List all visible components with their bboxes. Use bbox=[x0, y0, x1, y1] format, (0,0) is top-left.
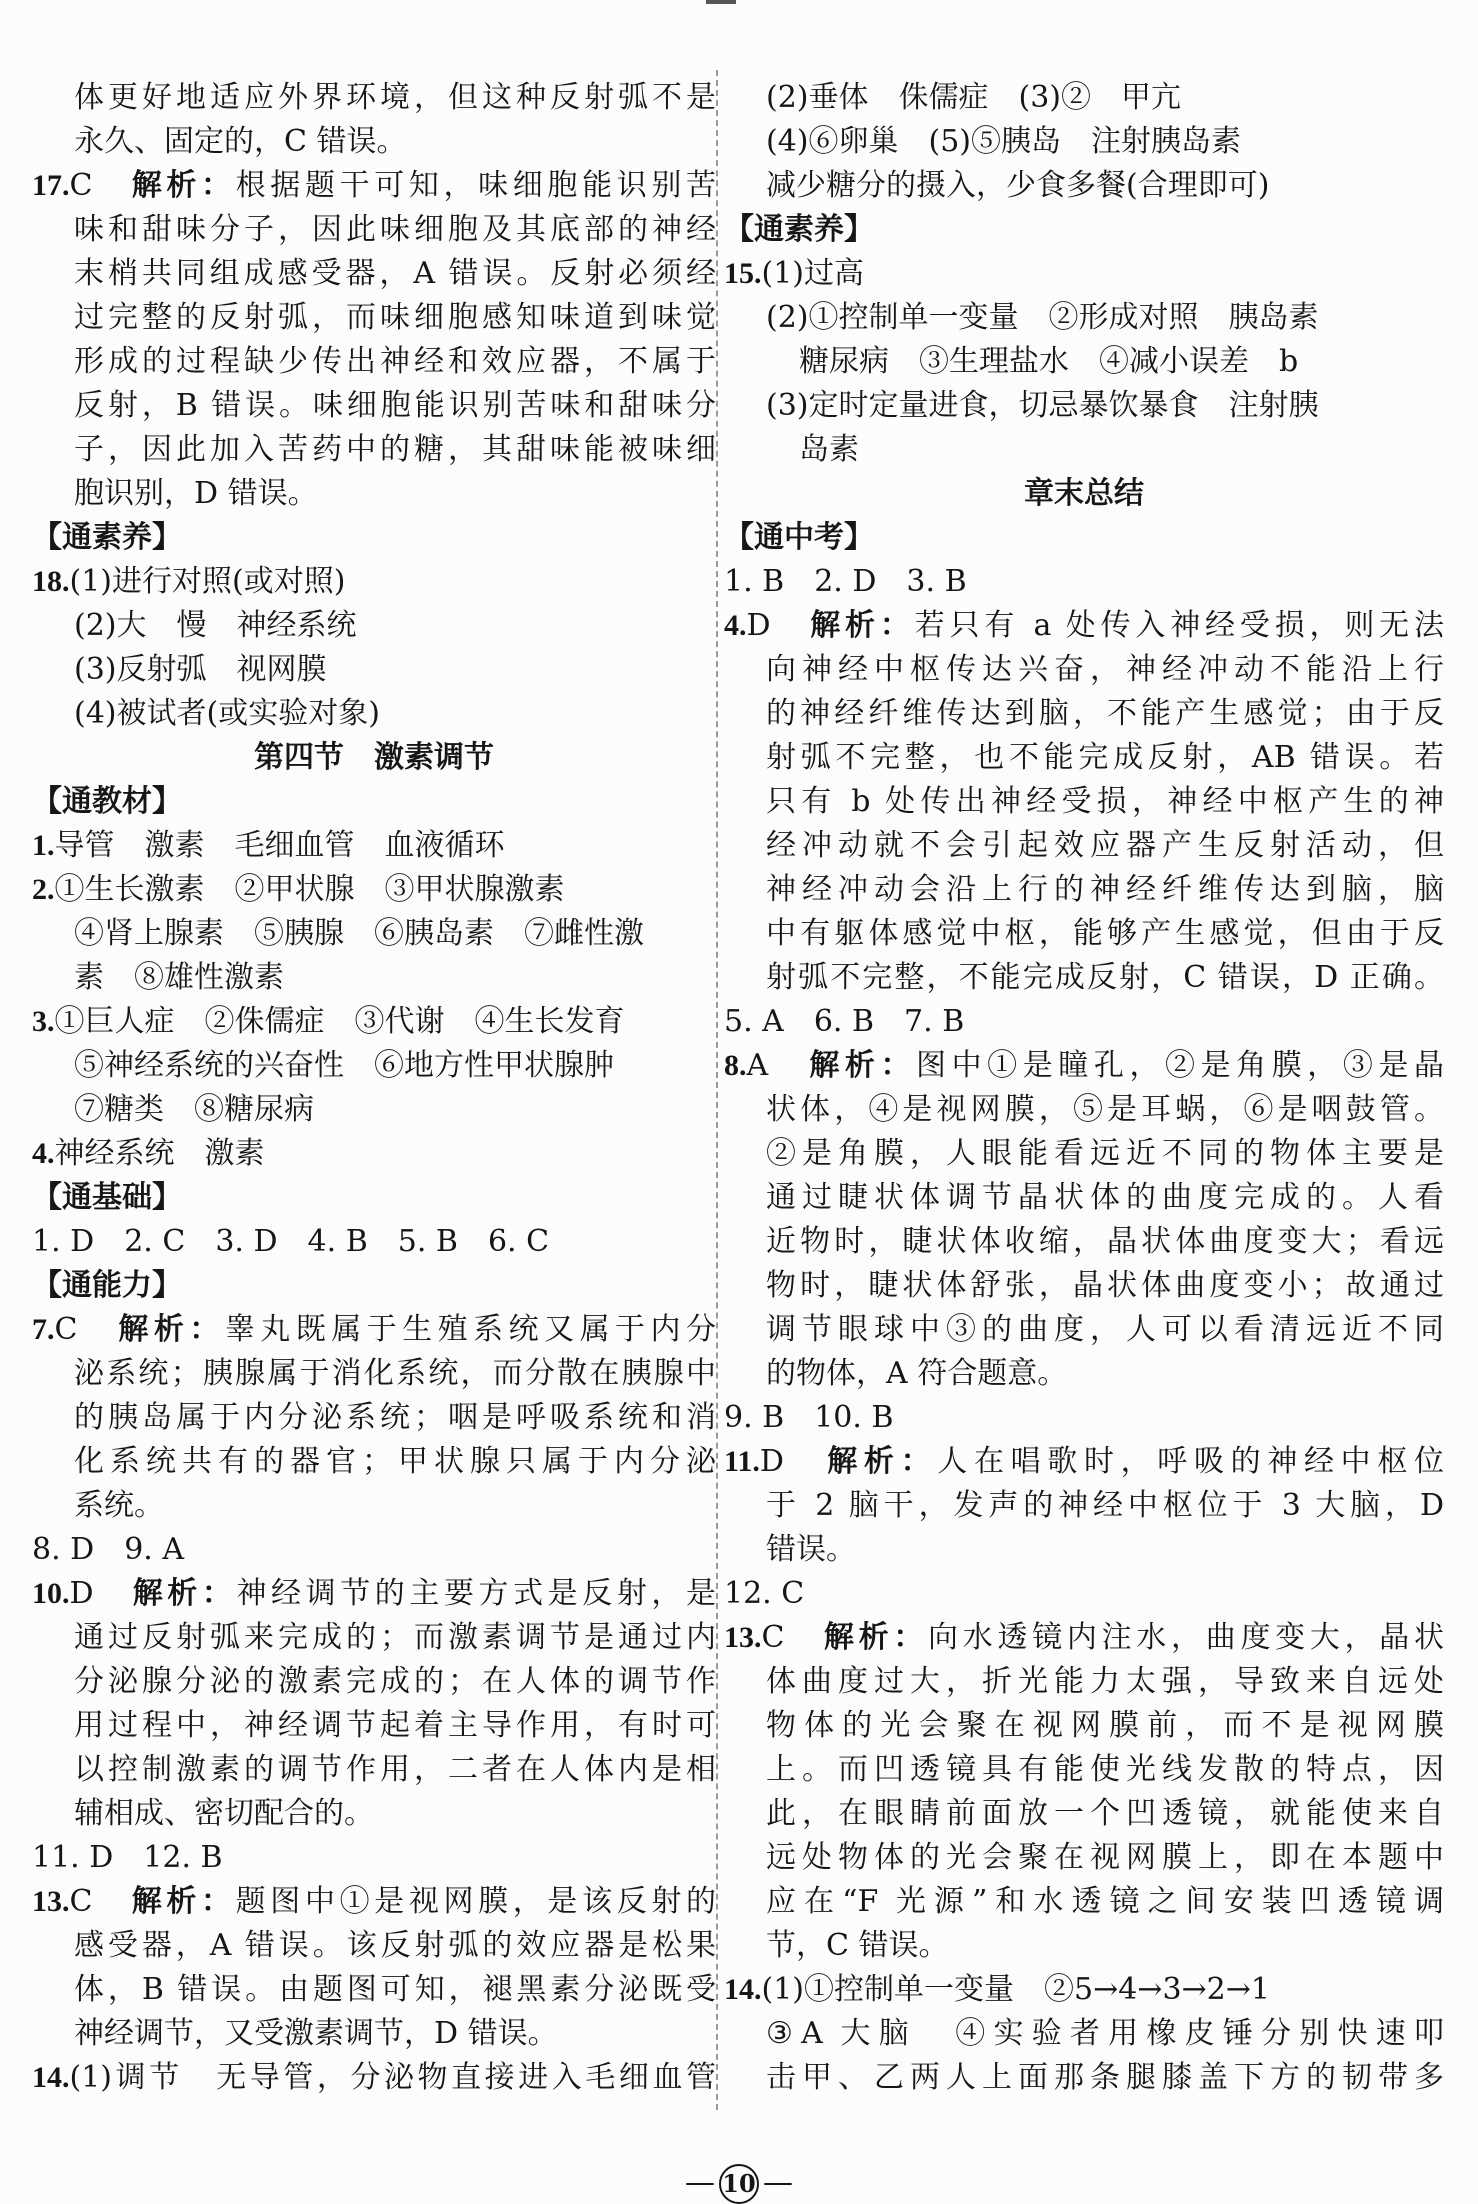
text-line: 体曲度过大，折光能力太强，导致来自远处 bbox=[766, 1664, 1444, 1699]
analysis-label: 解析： bbox=[823, 1620, 929, 1655]
section-header: 【通素养】 bbox=[724, 212, 874, 247]
analysis-text: 向水透镜内注水，曲度变大，晶状 bbox=[928, 1620, 1445, 1655]
text-line: 只有 b 处传出神经受损，神经中枢产生的神 bbox=[766, 784, 1444, 819]
text-line: 的物体，A 符合题意。 bbox=[766, 1356, 1068, 1391]
analysis-text: 睾丸既属于生殖系统又属于内分 bbox=[224, 1312, 716, 1347]
text-line: 应在“F 光源”和水透镜之间安装凹透镜调 bbox=[766, 1884, 1444, 1919]
analysis-text: 人在唱歌时，呼吸的神经中枢位 bbox=[937, 1444, 1445, 1479]
question-number: 14. bbox=[32, 2061, 70, 2094]
text-line: (2)①控制单一变量 ②形成对照 胰岛素 bbox=[766, 300, 1319, 335]
text-line: 泌系统；胰腺属于消化系统，而分散在胰腺中 bbox=[74, 1356, 716, 1391]
question-number: 10. bbox=[32, 1577, 70, 1610]
text-line: 辅相成、密切配合的。 bbox=[74, 1796, 374, 1831]
question-number: 1. bbox=[32, 829, 55, 862]
answer-text: (1)过高 bbox=[761, 256, 864, 291]
analysis-text: 根据题干可知，味细胞能识别苦 bbox=[235, 168, 716, 203]
text-line: (3)定时定量进食，切忌暴饮暴食 注射胰 bbox=[766, 388, 1319, 423]
text-line: 12. C bbox=[724, 1576, 805, 1611]
text-line: 调节眼球中③的曲度，人可以看清远近不同 bbox=[766, 1312, 1444, 1347]
text-line: 末梢共同组成感受器，A 错误。反射必须经 bbox=[74, 256, 716, 291]
text-line: 味和甜味分子，因此味细胞及其底部的神经 bbox=[74, 212, 716, 247]
answer-item bbox=[32, 164, 716, 208]
text-line: (4)被试者(或实验对象) bbox=[74, 696, 380, 731]
text-line: (4)⑥卵巢 (5)⑤胰岛 注射胰岛素 bbox=[766, 124, 1241, 159]
text-line: 1. D 2. C 3. D 4. B 5. B 6. C bbox=[32, 1224, 550, 1259]
text-line: 岛素 bbox=[799, 432, 859, 467]
analysis-text: 若只有 a 处传入神经受损，则无法 bbox=[914, 608, 1444, 643]
text-line: 8. D 9. A bbox=[32, 1532, 185, 1567]
text-line: ⑤神经系统的兴奋性 ⑥地方性甲状腺肿 bbox=[74, 1048, 614, 1083]
answer-item bbox=[32, 868, 716, 912]
analysis-label: 解析： bbox=[132, 1576, 237, 1611]
answer-item bbox=[32, 1000, 716, 1044]
answer-item bbox=[724, 1616, 1444, 1660]
text-line: ⑦糖类 ⑧糖尿病 bbox=[74, 1092, 314, 1127]
analysis-label: 解析： bbox=[810, 608, 915, 643]
analysis-label: 解析： bbox=[131, 168, 236, 203]
text-line: 以控制激素的调节作用，二者在人体内是相 bbox=[74, 1752, 716, 1787]
analysis-text: 题图中①是视网膜，是该反射的 bbox=[235, 1884, 716, 1919]
page-number: — 10 — bbox=[0, 2164, 1478, 2204]
text-line: 于 2 脑干，发声的神经中枢位于 3 大脑，D bbox=[766, 1488, 1444, 1523]
section-title: 第四节 激素调节 bbox=[254, 740, 494, 775]
text-line: 反射，B 错误。味细胞能识别苦味和甜味分 bbox=[74, 388, 716, 423]
question-number: 4. bbox=[724, 609, 747, 642]
text-line: 9. B 10. B bbox=[724, 1400, 894, 1435]
text-line: 射弧不完整，也不能完成反射，AB 错误。若 bbox=[766, 740, 1444, 775]
answer-text: A bbox=[746, 1048, 810, 1083]
section-header: 【通中考】 bbox=[724, 520, 874, 555]
text-line: 击甲、乙两人上面那条腿膝盖下方的韧带多 bbox=[766, 2060, 1444, 2095]
text-line: 的神经纤维传达到脑，不能产生感觉；由于反 bbox=[766, 696, 1444, 731]
text-line: 化系统共有的器官；甲状腺只属于内分泌 bbox=[74, 1444, 716, 1479]
text-line: 体更好地适应外界环境，但这种反射弧不是 bbox=[74, 80, 716, 115]
text-line: 1. B 2. D 3. B bbox=[724, 564, 967, 599]
text-line: 上。而凹透镜具有能使光线发散的特点，因 bbox=[766, 1752, 1444, 1787]
text-line: 物时，睫状体舒张，晶状体曲度变小；故通过 bbox=[766, 1268, 1444, 1303]
text-line: 远处物体的光会聚在视网膜上，即在本题中 bbox=[766, 1840, 1444, 1875]
answer-item bbox=[724, 604, 1444, 648]
answer-text: C bbox=[69, 1884, 132, 1919]
text-line: 神经调节，又受激素调节，D 错误。 bbox=[74, 2016, 558, 2051]
answer-item bbox=[724, 1968, 1444, 2012]
text-line: 胞识别，D 错误。 bbox=[74, 476, 318, 511]
section-title: 章末总结 bbox=[1024, 476, 1144, 511]
text-line: 形成的过程缺少传出神经和效应器，不属于 bbox=[74, 344, 716, 379]
question-number: 11. bbox=[724, 1445, 760, 1478]
text-line: 减少糖分的摄入，少食多餐(合理即可) bbox=[766, 168, 1270, 203]
text-line: 感受器，A 错误。该反射弧的效应器是松果 bbox=[74, 1928, 716, 1963]
answer-item bbox=[32, 1880, 716, 1924]
answer-item bbox=[724, 1044, 1444, 1088]
text-line: 物体的光会聚在视网膜前，而不是视网膜 bbox=[766, 1708, 1444, 1743]
answer-text: ①生长激素 ②甲状腺 ③甲状腺激素 bbox=[54, 872, 565, 907]
answer-text: C bbox=[761, 1620, 824, 1655]
answer-text: C bbox=[54, 1312, 119, 1347]
question-number: 14. bbox=[724, 1973, 762, 2006]
answer-text: D bbox=[759, 1444, 828, 1479]
question-number: 4. bbox=[32, 1137, 55, 1170]
page-number-circle: 10 bbox=[719, 2164, 759, 2204]
text-line: 子，因此加入苦药中的糖，其甜味能被味细 bbox=[74, 432, 716, 467]
answer-item bbox=[724, 1440, 1444, 1484]
text-line: 通过反射弧来完成的；而激素调节是通过内 bbox=[74, 1620, 716, 1655]
question-number: 7. bbox=[32, 1313, 55, 1346]
text-line: 错误。 bbox=[766, 1532, 856, 1567]
text-line: (3)反射弧 视网膜 bbox=[74, 652, 327, 687]
question-number: 8. bbox=[724, 1049, 747, 1082]
analysis-label: 解析： bbox=[827, 1444, 938, 1479]
answer-item bbox=[32, 1308, 716, 1352]
text-line: 射弧不完整，不能完成反射，C 错误，D 正确。 bbox=[766, 960, 1444, 995]
text-line: 11. D 12. B bbox=[32, 1840, 223, 1875]
column-divider bbox=[716, 70, 718, 2110]
answer-item bbox=[32, 1572, 716, 1616]
answer-text: (1)进行对照(或对照) bbox=[69, 564, 346, 599]
question-number: 2. bbox=[32, 873, 55, 906]
question-number: 13. bbox=[724, 1621, 762, 1654]
answer-text: D bbox=[69, 1576, 133, 1611]
text-line: 经冲动就不会引起效应器产生反射活动，但 bbox=[766, 828, 1444, 863]
answer-item bbox=[724, 252, 1444, 296]
text-line: ③A 大脑 ④实验者用橡皮锤分别快速叩 bbox=[766, 2016, 1444, 2051]
answer-text: ①巨人症 ②侏儒症 ③代谢 ④生长发育 bbox=[54, 1004, 625, 1039]
answer-item bbox=[32, 2056, 716, 2100]
answer-text: C bbox=[69, 168, 132, 203]
answer-text: 神经系统 激素 bbox=[54, 1136, 265, 1171]
analysis-label: 解析： bbox=[131, 1884, 236, 1919]
text-line: 的胰岛属于内分泌系统；咽是呼吸系统和消 bbox=[74, 1400, 716, 1435]
answer-text: 导管 激素 毛细血管 血液循环 bbox=[54, 828, 505, 863]
text-line: 5. A 6. B 7. B bbox=[724, 1004, 965, 1039]
analysis-text: 图中①是瞳孔，②是角膜，③是晶 bbox=[916, 1048, 1445, 1083]
text-line: 过完整的反射弧，而味细胞感知味道到味觉 bbox=[74, 300, 716, 335]
text-line: 通过睫状体调节晶状体的曲度完成的。人看 bbox=[766, 1180, 1444, 1215]
text-line: 状体，④是视网膜，⑤是耳蜗，⑥是咽鼓管。 bbox=[766, 1092, 1444, 1127]
text-line: 素 ⑧雄性激素 bbox=[74, 960, 284, 995]
text-line: 体，B 错误。由题图可知，褪黑素分泌既受 bbox=[74, 1972, 716, 2007]
text-line: 糖尿病 ③生理盐水 ④减小误差 b bbox=[799, 344, 1299, 379]
text-line: 此，在眼睛前面放一个凹透镜，就能使来自 bbox=[766, 1796, 1444, 1831]
section-header: 【通能力】 bbox=[32, 1268, 182, 1303]
answer-item bbox=[32, 824, 716, 868]
text-line: (2)大 慢 神经系统 bbox=[74, 608, 357, 643]
text-line: 节，C 错误。 bbox=[766, 1928, 949, 1963]
analysis-label: 解析： bbox=[118, 1312, 225, 1347]
analysis-text: 神经调节的主要方式是反射，是 bbox=[236, 1576, 717, 1611]
text-line: 近物时，睫状体收缩，晶状体曲度变大；看远 bbox=[766, 1224, 1444, 1259]
text-line: ②是角膜，人眼能看远近不同的物体主要是 bbox=[766, 1136, 1444, 1171]
answer-text: D bbox=[746, 608, 811, 643]
text-line: 永久、固定的，C 错误。 bbox=[74, 124, 407, 159]
text-line: 用过程中，神经调节起着主导作用，有时可 bbox=[74, 1708, 716, 1743]
text-line: 分泌腺分泌的激素完成的；在人体的调节作 bbox=[74, 1664, 716, 1699]
top-edge-mark bbox=[706, 0, 736, 4]
answer-text: (1)调节 无导管，分泌物直接进入毛细血管 bbox=[69, 2060, 716, 2095]
text-line: 向神经中枢传达兴奋，神经冲动不能沿上行 bbox=[766, 652, 1444, 687]
answer-item bbox=[32, 560, 716, 604]
answer-item bbox=[32, 1132, 716, 1176]
text-line: ④肾上腺素 ⑤胰腺 ⑥胰岛素 ⑦雌性激 bbox=[74, 916, 644, 951]
answer-text: (1)①控制单一变量 ②5→4→3→2→1 bbox=[761, 1972, 1270, 2007]
text-line: 中有躯体感觉中枢，能够产生感觉，但由于反 bbox=[766, 916, 1444, 951]
question-number: 15. bbox=[724, 257, 762, 290]
section-header: 【通基础】 bbox=[32, 1180, 182, 1215]
question-number: 17. bbox=[32, 169, 70, 202]
section-header: 【通教材】 bbox=[32, 784, 182, 819]
text-line: 神经冲动会沿上行的神经纤维传达到脑，脑 bbox=[766, 872, 1444, 907]
text-line: 系统。 bbox=[74, 1488, 164, 1523]
question-number: 3. bbox=[32, 1005, 55, 1038]
section-header: 【通素养】 bbox=[32, 520, 182, 555]
analysis-label: 解析： bbox=[809, 1048, 917, 1083]
question-number: 13. bbox=[32, 1885, 70, 1918]
question-number: 18. bbox=[32, 565, 70, 598]
text-line: (2)垂体 侏儒症 (3)② 甲亢 bbox=[766, 80, 1181, 115]
